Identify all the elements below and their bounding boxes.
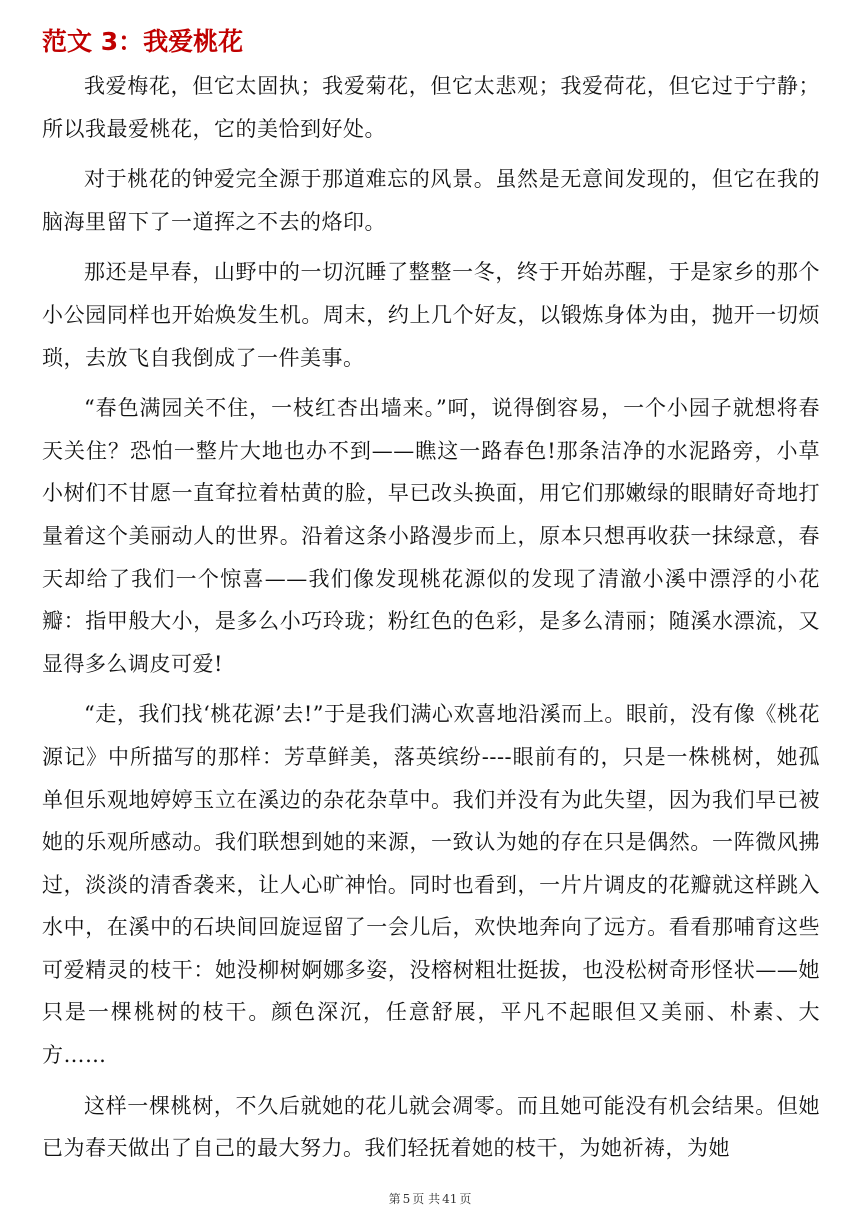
paragraph-2: 对于桃花的钟爱完全源于那道难忘的风景。虽然是无意间发现的，但它在我的脑海里留下了一道挥之不去的烙印。 <box>42 167 820 234</box>
footer-total-pages: 41 <box>442 1192 458 1206</box>
document-page <box>42 22 820 1178</box>
paragraph-6: 这样一棵桃树，不久后就她的花儿就会凋零。而且她可能没有机会结果。但她已为春天做出了自己的最大努力。我们轻抚着她的枝干，为她祈祷，为她 <box>42 1093 820 1161</box>
footer-page-number: 5 <box>402 1192 411 1206</box>
paragraph-4: “春色满园关不住，一枝红杏出墙来。”呵，说得倒容易，一个小园子就想将春天关住？恐怕一整片大地也办不到——瞧这一路春色!那条洁净的水泥路旁，小草小树们不甘愿一直耷拉着枯黄的脸，早已改头换面，用它们那嫩绿的眼睛好奇地打量着这个美丽动人的世界。沿着这条小路漫步而上，原本只想再收获一抹绿意，春天却给了我们一个惊喜——我们像发现桃花源似的发现了清澈小溪中漂浮的小花瓣：指甲般大小，是多么小巧玲珑；粉红色的色彩，是多么清丽；随溪水漂流，又显得多么调皮可爱! <box>42 396 820 676</box>
title-prefix: 范文 3： <box>42 27 144 56</box>
paragraph-1: 我爱梅花，但它太固执；我爱菊花，但它太悲观；我爱荷花，但它过于宁静；所以我最爱桃花，它的美恰到好处。 <box>42 74 820 141</box>
footer-label-after: 页 <box>459 1192 472 1206</box>
title-name: 我爱桃花 <box>143 27 244 56</box>
footer-label-before: 第 <box>388 1192 401 1206</box>
page-footer <box>0 1190 860 1207</box>
footer-label-middle: 页 共 <box>412 1192 441 1206</box>
essay-title <box>42 22 820 62</box>
paragraph-3: 那还是早春，山野中的一切沉睡了整整一冬，终于开始苏醒，于是家乡的那个小公园同样也开始焕发生机。周末，约上几个好友，以锻炼身体为由，抛开一切烦琐，去放飞自我倒成了一件美事。 <box>42 260 820 370</box>
paragraph-5: “走，我们找‘桃花源’去!”于是我们满心欢喜地沿溪而上。眼前，没有像《桃花源记》中所描写的那样：芳草鲜美，落英缤纷----眼前有的，只是一株桃树，她孤单但乐观地婷婷玉立在溪边的杂花杂草中。我们并没有为此失望，因为我们早已被她的乐观所感动。我们联想到她的来源，一致认为她的存在只是偶然。一阵微风拂过，淡淡的清香袭来，让人心旷神怡。同时也看到，一片片调皮的花瓣就这样跳入水中，在溪中的石块间回旋逗留了一会儿后，欢快地奔向了远方。看看那哺育这些可爱精灵的枝干：她没柳树婀娜多姿，没榕树粗壮挺拔，也没松树奇形怪状——她只是一棵桃树的枝干。颜色深沉，任意舒展，平凡不起眼但又美丽、朴素、大方…… <box>42 702 820 1068</box>
